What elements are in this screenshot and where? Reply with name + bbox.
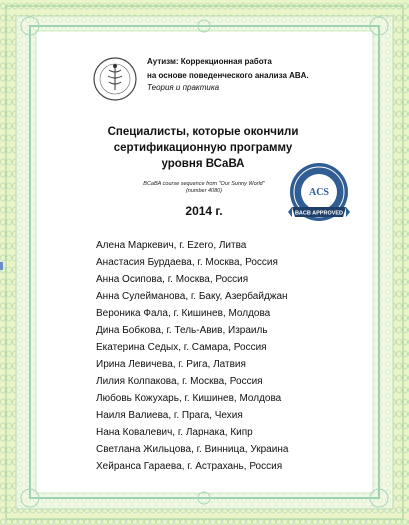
organization-subtitle: Теория и практика (147, 83, 220, 92)
list-item: Анна Осипова, г. Москва, Россия (96, 274, 249, 285)
course-sequence-note: BCaBA course sequence from "Our Sunny World" (143, 181, 265, 187)
edge-marker (0, 262, 3, 270)
organization-name-line2: на основе поведенческого анализа ABA. (147, 71, 309, 80)
list-item: Анна Сулейманова, г. Баку, Азербайджан (96, 291, 288, 302)
list-item: Лилия Колпакова, г. Москва, Россия (96, 376, 263, 387)
svg-text:ACS: ACS (308, 187, 330, 198)
list-item: Вероника Фала, г. Кишинев, Молдова (96, 308, 271, 319)
list-item: Анастасия Бурдаева, г. Москва, Россия (96, 257, 278, 268)
organization-name-line1: Аутизм: Коррекционная работа (147, 57, 272, 66)
title-line: сертификационную программу (113, 142, 293, 154)
list-item: Нана Ковалевич, г. Ларнака, Кипр (96, 427, 253, 438)
list-item: Наиля Валиева, г. Прага, Чехия (96, 410, 243, 421)
list-item: Екатерина Седых, г. Самара, Россия (96, 342, 267, 353)
list-item: Светлана Жильцова, г. Винница, Украина (96, 444, 289, 455)
certificate-year: 2014 г. (185, 204, 223, 218)
course-sequence-number: (number 4080) (185, 188, 223, 194)
certificate-title (88, 124, 318, 172)
list-item: Ирина Левичева, г. Рига, Латвия (96, 359, 246, 370)
organization-seal-icon (92, 56, 138, 102)
list-item: Любовь Кожухарь, г. Кишинев, Молдова (96, 393, 282, 404)
graduates-list (96, 237, 288, 475)
list-item: Дина Бобкова, г. Тель-Авив, Израиль (96, 325, 268, 336)
acs-bacb-approved-badge-icon (286, 161, 352, 227)
title-line: уровня ВСаВА (161, 158, 245, 170)
list-item: Хейранса Гараева, г. Астрахань, Россия (96, 461, 283, 472)
list-item: Алена Маркевич, г. Ezero, Литва (96, 240, 247, 251)
svg-text:BACB APPROVED: BACB APPROVED (294, 210, 344, 217)
title-line: Специалисты, которые окончили (107, 126, 299, 138)
